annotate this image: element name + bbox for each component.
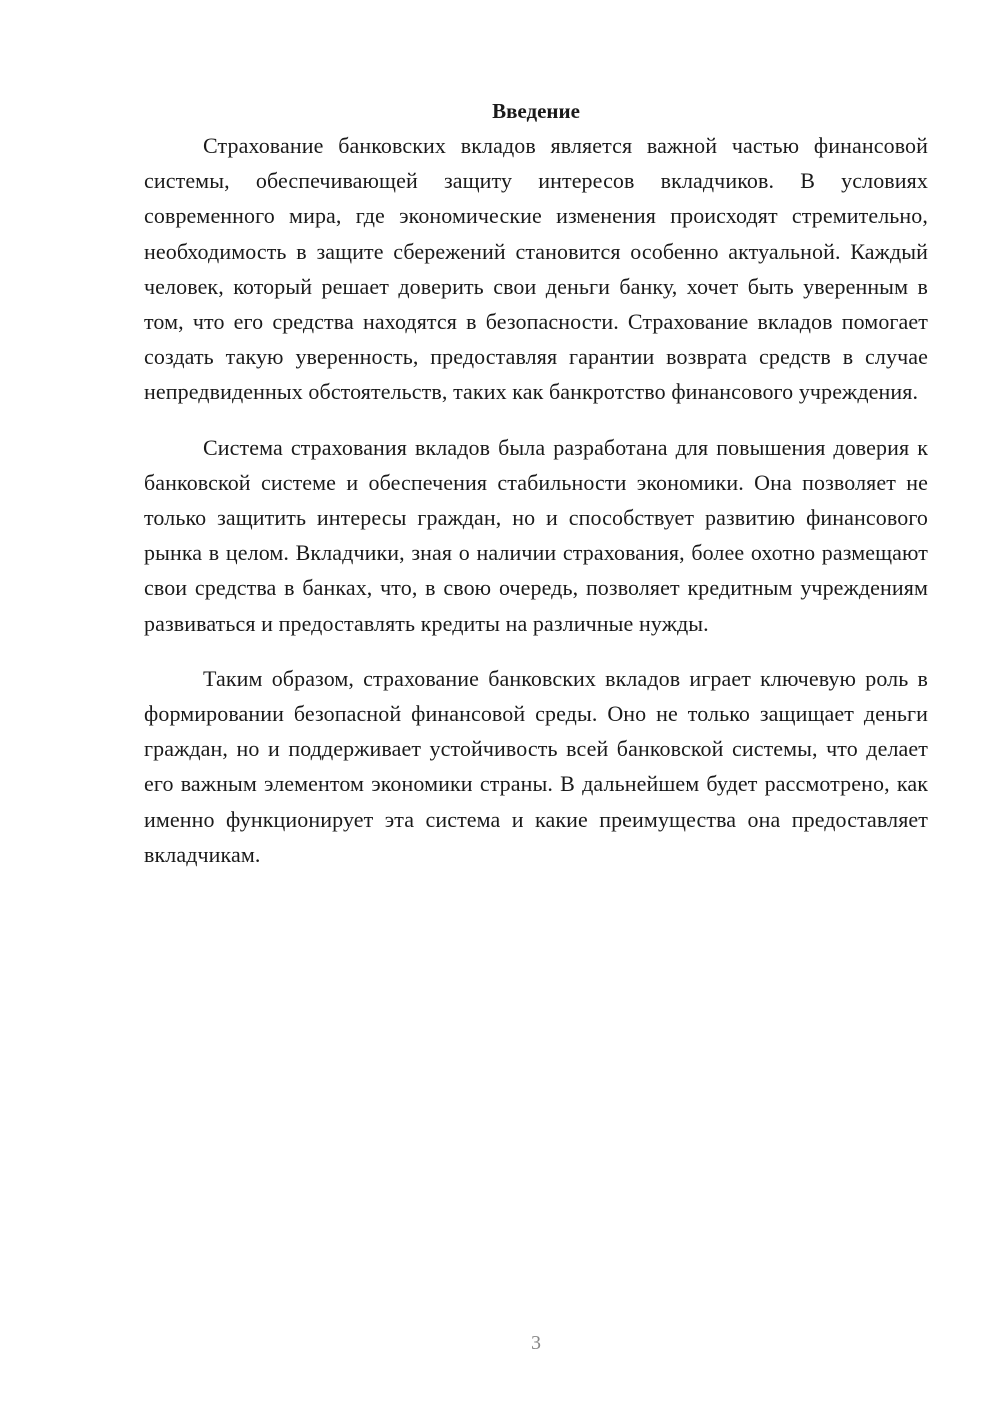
paragraph-3: Таким образом, страхование банковских вкладов играет ключевую роль в формировании безопасной финансовой среды. Оно не только защищает деньги граждан, но и поддерживает устойчивость всей банковской системы, что делает его важным элементом экономики страны. В дальнейшем будет рассмотрено, как именно функционирует эта система и какие преимущества она предоставляет вкладчикам. [144,665,928,867]
page-number: 3 [531,1332,541,1354]
paragraph-1: Страхование банковских вкладов является важной частью финансовой системы, обеспечивающей защиту интересов вкладчиков. В условиях современного мира, где экономические изменения происходят стремительно, необходимость в защите сбережений становится особенно актуальной. Каждый человек, который решает доверить свои деньги банку, хочет быть уверенным в том, что его средства находятся в безопасности. Страхование вкладов помогает создать такую уверенность, предоставляя гарантии возврата средств в случае непредвиденных обстоятельств, таких как банкротство финансового учреждения. [144,133,928,405]
page-content [144,96,928,892]
paragraph-2: Система страхования вкладов была разработана для повышения доверия к банковской системе и обеспечения стабильности экономики. Она позволяет не только защитить интересы граждан, но и способствует развитию финансового рынка в целом. Вкладчики, зная о наличии страхования, более охотно размещают свои средства в банках, что, в свою очередь, позволяет кредитным учреждениям развиваться и предоставлять кредиты на различные нужды. [144,434,928,636]
section-heading: Введение [492,99,580,123]
